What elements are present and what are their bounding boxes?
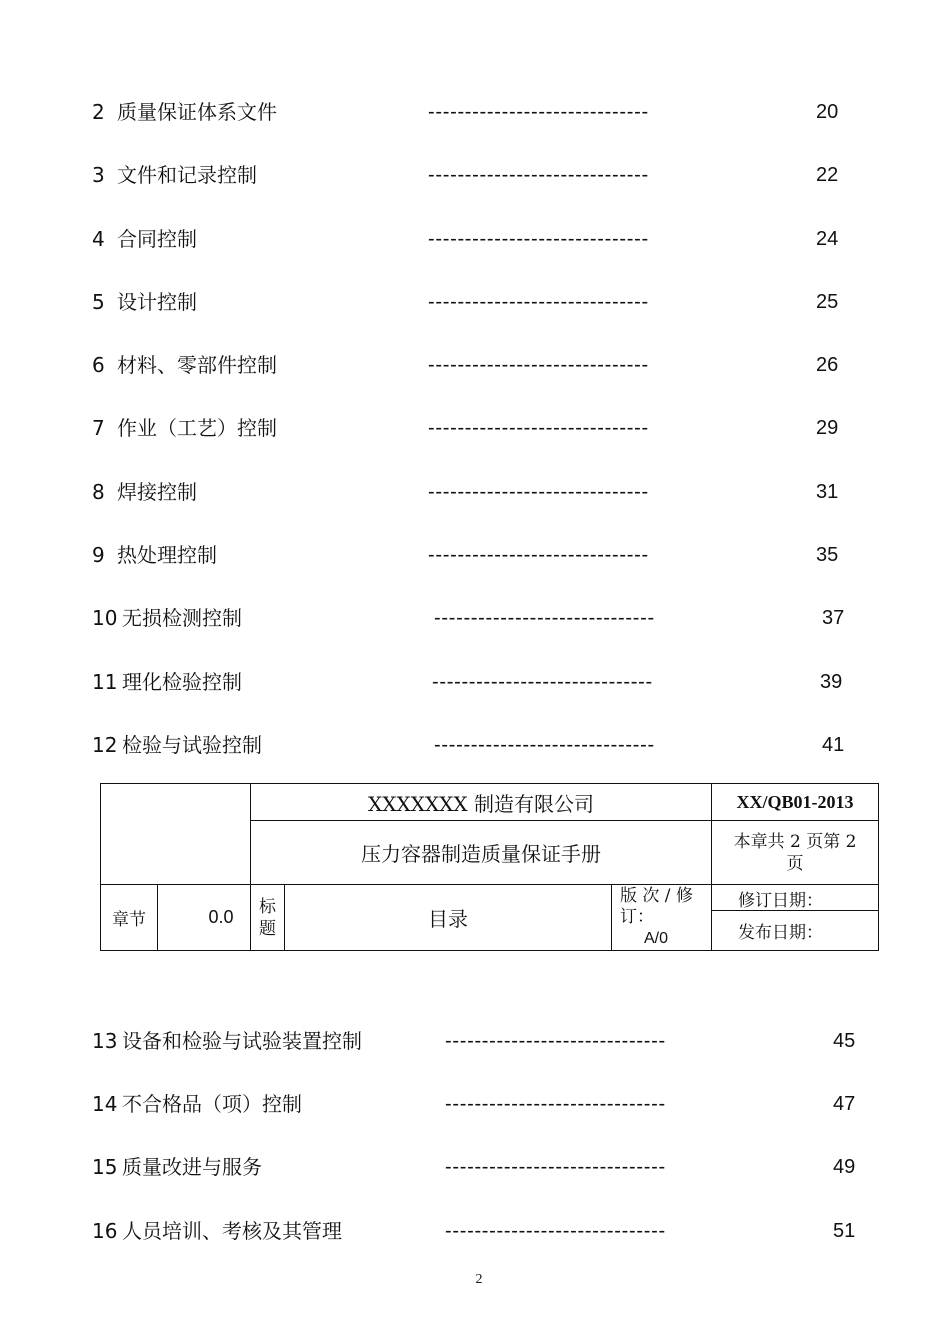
toc-entry-page: 31 xyxy=(816,481,839,503)
toc-entry-number: 2 xyxy=(92,100,105,124)
toc-entry-title: 焊接控制 xyxy=(117,480,197,504)
toc-entry-page: 26 xyxy=(816,354,839,376)
toc-entry xyxy=(92,603,872,633)
toc-entry-number: 3 xyxy=(92,163,105,187)
toc-entry-number: 6 xyxy=(92,353,105,377)
toc-entry xyxy=(92,1152,872,1182)
toc-entry-leader: ------------------------------ xyxy=(445,1093,666,1115)
toc-entry-number: 15 xyxy=(92,1155,118,1179)
issue-date-label: 发布日期： xyxy=(738,923,823,943)
toc-entry-leader: ------------------------------ xyxy=(428,164,649,186)
chapter-label: 章节 xyxy=(112,910,146,930)
revision-value: A/0 xyxy=(644,930,669,947)
toc-entry-number: 4 xyxy=(92,227,105,251)
toc-entry-number: 9 xyxy=(92,543,105,567)
toc-entry xyxy=(92,667,872,697)
toc-entry-leader: ------------------------------ xyxy=(445,1156,666,1178)
toc-entry-title: 热处理控制 xyxy=(117,543,217,567)
toc-entry-leader: ------------------------------ xyxy=(428,101,649,123)
toc-entry-leader: ------------------------------ xyxy=(428,354,649,376)
toc-entry-title: 不合格品（项）控制 xyxy=(122,1092,302,1116)
toc-entry-leader: ------------------------------ xyxy=(428,291,649,313)
toc-entry-leader: ------------------------------ xyxy=(428,544,649,566)
toc-entry-page: 47 xyxy=(833,1093,856,1115)
title-label xyxy=(251,885,284,950)
revised-date-label: 修订日期： xyxy=(738,890,823,911)
chapter-page-count xyxy=(712,821,878,884)
toc-entry-title: 人员培训、考核及其管理 xyxy=(122,1219,342,1243)
toc-entry-leader: ------------------------------ xyxy=(428,481,649,503)
toc-entry-page: 49 xyxy=(833,1156,856,1178)
chapter-page-count-line2: 页 xyxy=(786,853,804,874)
logo-cell xyxy=(101,784,250,884)
revision-label-line2: 订： xyxy=(620,907,654,927)
toc-entry-leader: ------------------------------ xyxy=(428,417,649,439)
toc-entry-page: 51 xyxy=(833,1220,856,1242)
toc-entry-leader: ------------------------------ xyxy=(445,1030,666,1052)
document-number: XX/QB01-2013 xyxy=(736,792,854,812)
toc-entry-number: 5 xyxy=(92,290,105,314)
toc-entry xyxy=(92,1089,872,1119)
toc-entry xyxy=(92,730,872,760)
toc-entry-title: 设备和检验与试验装置控制 xyxy=(122,1029,362,1053)
toc-entry xyxy=(92,97,872,127)
toc-entry xyxy=(92,287,872,317)
revision-label-line1: 版 次 / 修 xyxy=(620,886,693,906)
section-title: 目录 xyxy=(428,907,468,931)
toc-entry-page: 24 xyxy=(816,228,839,250)
toc-entry xyxy=(92,477,872,507)
toc-entry-title: 无损检测控制 xyxy=(122,606,242,630)
toc-entry-title: 设计控制 xyxy=(117,290,197,314)
toc-entry-number: 7 xyxy=(92,416,105,440)
toc-entry-number: 16 xyxy=(92,1219,118,1243)
chapter-value: 0.0 xyxy=(208,907,234,927)
toc-entry-leader: ------------------------------ xyxy=(434,607,655,629)
title-label-line2: 题 xyxy=(259,918,276,939)
toc-entry-page: 22 xyxy=(816,164,839,186)
toc-entry-title: 理化检验控制 xyxy=(122,670,242,694)
toc-entry xyxy=(92,160,872,190)
chapter-page-count-line1: 本章共 2 页第 2 xyxy=(733,831,857,852)
toc-entry-leader: ------------------------------ xyxy=(445,1220,666,1242)
toc-entry-title: 质量改进与服务 xyxy=(122,1155,262,1179)
toc-entry-leader: ------------------------------ xyxy=(434,734,655,756)
toc-entry-page: 39 xyxy=(820,671,843,693)
toc-entry xyxy=(92,413,872,443)
document-header-table xyxy=(100,783,879,951)
toc-entry-title: 质量保证体系文件 xyxy=(117,100,277,124)
toc-entry-title: 材料、零部件控制 xyxy=(117,353,277,377)
toc-entry-title: 文件和记录控制 xyxy=(117,163,257,187)
toc-entry-title: 作业（工艺）控制 xyxy=(117,416,277,440)
toc-entry xyxy=(92,1026,872,1056)
title-label-line1: 标 xyxy=(259,896,276,917)
toc-entry-number: 10 xyxy=(92,606,118,630)
toc-entry-number: 14 xyxy=(92,1092,118,1116)
page-number: 2 xyxy=(475,1272,483,1287)
toc-entry-number: 11 xyxy=(92,670,118,694)
toc-entry xyxy=(92,224,872,254)
toc-entry-page: 25 xyxy=(816,291,839,313)
toc-entry-title: 检验与试验控制 xyxy=(122,733,262,757)
manual-title: 压力容器制造质量保证手册 xyxy=(361,842,601,866)
toc-entry-leader: ------------------------------ xyxy=(428,228,649,250)
toc-entry-number: 12 xyxy=(92,733,118,757)
toc-entry xyxy=(92,1216,872,1246)
toc-entry-title: 合同控制 xyxy=(117,227,197,251)
toc-entry-page: 41 xyxy=(822,734,845,756)
revision-cell xyxy=(612,885,711,950)
toc-entry xyxy=(92,350,872,380)
toc-entry-page: 29 xyxy=(816,417,839,439)
toc-entry-number: 8 xyxy=(92,480,105,504)
toc-entry-page: 45 xyxy=(833,1030,856,1052)
toc-entry-page: 35 xyxy=(816,544,839,566)
toc-entry xyxy=(92,540,872,570)
toc-entry-page: 37 xyxy=(822,607,845,629)
toc-entry-page: 20 xyxy=(816,101,839,123)
toc-entry-leader: ------------------------------ xyxy=(432,671,653,693)
toc-entry-number: 13 xyxy=(92,1029,118,1053)
company-name: XXXXXXX 制造有限公司 xyxy=(367,792,595,816)
